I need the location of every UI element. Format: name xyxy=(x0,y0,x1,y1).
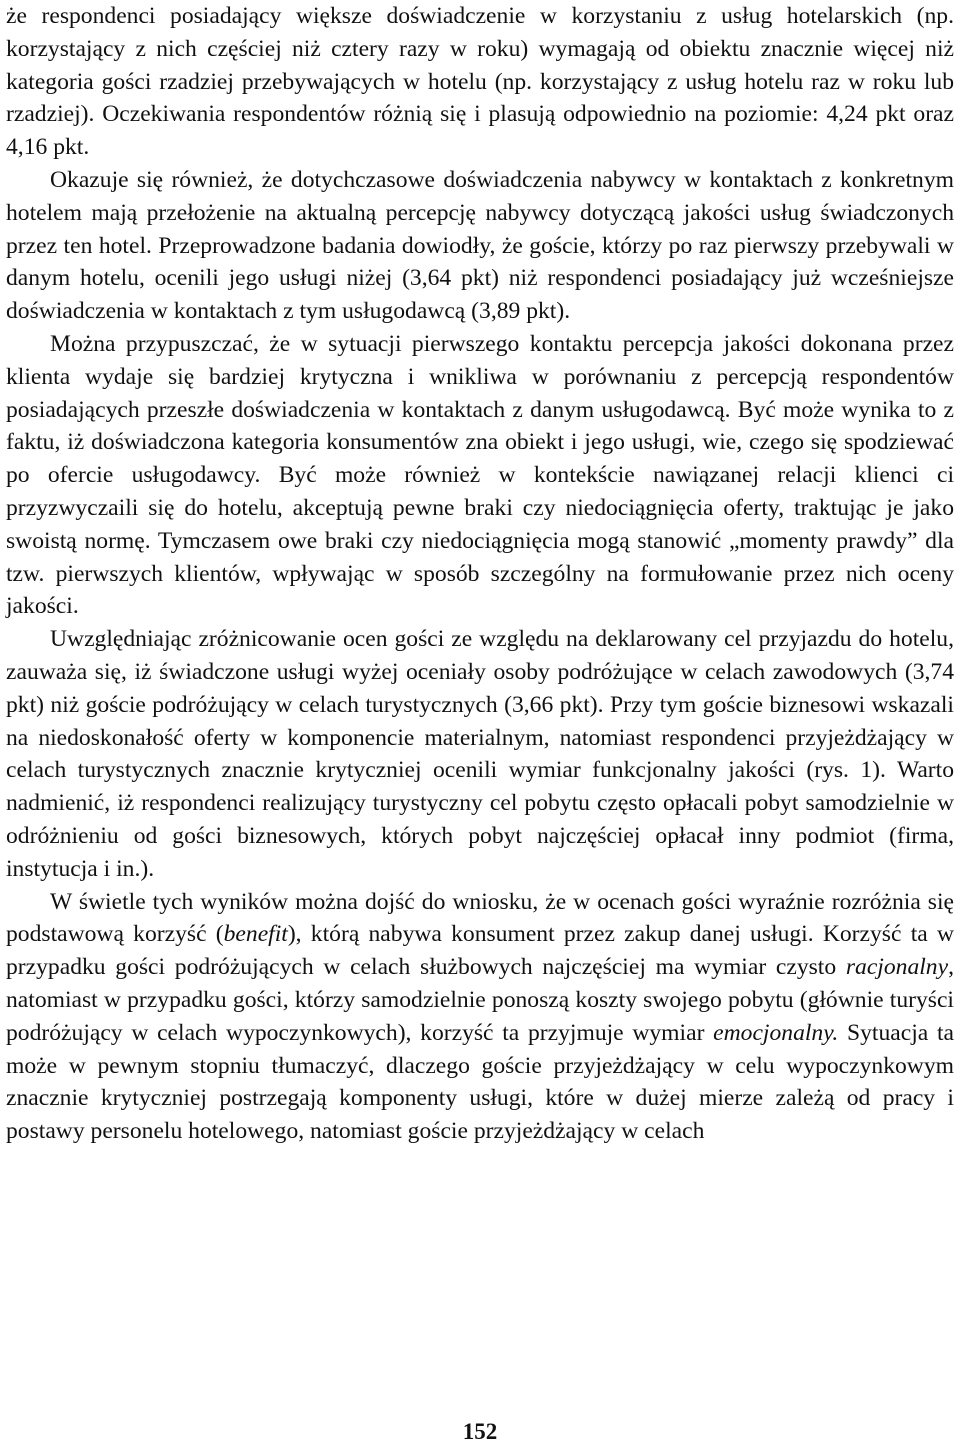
paragraph-5 xyxy=(6,886,954,1148)
page-number: 152 xyxy=(462,1419,498,1444)
paragraph-5-text-b: ), którą nabywa konsument przez zakup danej usługi. Korzyść ta w przypadku gości podróżujących w celach służbowych najczęściej ma wymiar czysto xyxy=(6,921,954,981)
paragraph-1 xyxy=(6,0,954,164)
paragraph-5-term-racjonalny: racjonalny xyxy=(845,954,949,981)
paragraph-2-text: Okazuje się również, że dotychczasowe doświadczenia nabywcy w kontaktach z konkretnym hotelem mają przełożenie na aktualną percepcję nabywcy dotyczącą jakości usług świadczonych przez ten hotel. Przeprowadzone badania dowiodły, że goście, którzy po raz pierwszy przebywali w danym hotelu, ocenili jego usługi niżej (3,64 pkt) niż respondenci posiadający już wcześniejsze doświadczenia w kontaktach z tym usługodawcą (3,89 pkt). xyxy=(6,166,954,325)
paragraph-4 xyxy=(6,623,954,885)
document-page xyxy=(6,0,954,1148)
paragraph-5-text-d: Sytuacja ta może w pewnym stopniu tłumaczyć, dlaczego goście przyjeżdżający w celu wypoczynkowym znacznie krytyczniej postrzegają komponenty usługi, które w dużej mierze zależą od pracy i postawy personelu hotelowego, natomiast goście przyjeżdżający w celach xyxy=(6,1019,954,1145)
document-body xyxy=(6,0,954,1148)
paragraph-5-text-a: W świetle tych wyników można dojść do wniosku, że w ocenach gości wyraźnie rozróżnia się podstawową korzyść ( xyxy=(6,888,954,948)
paragraph-3-text: Można przypuszczać, że w sytuacji pierwszego kontaktu percepcja jakości dokonana przez klienta wydaje się bardziej krytyczna i wnikliwa w porównaniu z percepcją respondentów posiadających przeszłe doświadczenia w kontaktach z danym usługodawcą. Być może wynika to z faktu, iż doświadczona kategoria konsumentów zna obiekt i jego usługi, wie, czego się spodziewać po ofercie usługodawcy. Być może również w kontekście nawiązanej relacji klienci ci przyzwyczaili się do hotelu, akceptują pewne braki czy niedociągnięcia oferty, traktując je jako swoistą normę. Tymczasem owe braki czy niedociągnięcia mogą stanowić „momenty prawdy” dla tzw. pierwszych klientów, wpływając w sposób szczególny na formułowanie przez nich oceny jakości. xyxy=(6,330,954,620)
paragraph-4-text: Uwzględniając zróżnicowanie ocen gości ze względu na deklarowany cel przyjazdu do hotelu, zauważa się, iż świadczone usługi wyżej oceniały osoby podróżujące w celach zawodowych (3,74 pkt) niż goście podróżujący w celach turystycznych (3,66 pkt). Przy tym goście biznesowi wskazali na niedoskonałość oferty w komponencie materialnym, natomiast respondenci przyjeżdżający w celach turystycznych znacznie krytyczniej ocenili wymiar funkcjonalny jakości (rys. 1). Warto nadmienić, iż respondenci realizujący turystyczny cel pobytu często opłacali pobyt samodzielnie w odróżnieniu od gości biznesowych, których pobyt najczęściej opłacał inny podmiot (firma, instytucja i in.). xyxy=(6,626,954,882)
paragraph-3 xyxy=(6,328,954,623)
paragraph-5-text-c: , natomiast w przypadku gości, którzy samodzielnie ponoszą koszty swojego pobytu (głównie turyści podróżujący w celach wypoczynkowych), korzyść ta przyjmuje wymiar xyxy=(6,954,954,1046)
paragraph-5-term-benefit: benefit xyxy=(223,921,288,948)
paragraph-1-text: że respondenci posiadający większe doświadczenie w korzystaniu z usług hotelarskich (np. korzystający z nich częściej niż cztery razy w roku) wymagają od obiektu znacznie więcej niż kategoria gości rzadziej przebywających w hotelu (np. korzystający z usług hotelu raz w roku lub rzadziej). Oczekiwania respondentów różnią się i plasują odpowiednio na poziomie: 4,24 pkt oraz 4,16 pkt. xyxy=(6,3,954,161)
paragraph-5-term-emocjonalny: emocjonalny. xyxy=(713,1019,839,1046)
paragraph-2 xyxy=(6,164,954,328)
